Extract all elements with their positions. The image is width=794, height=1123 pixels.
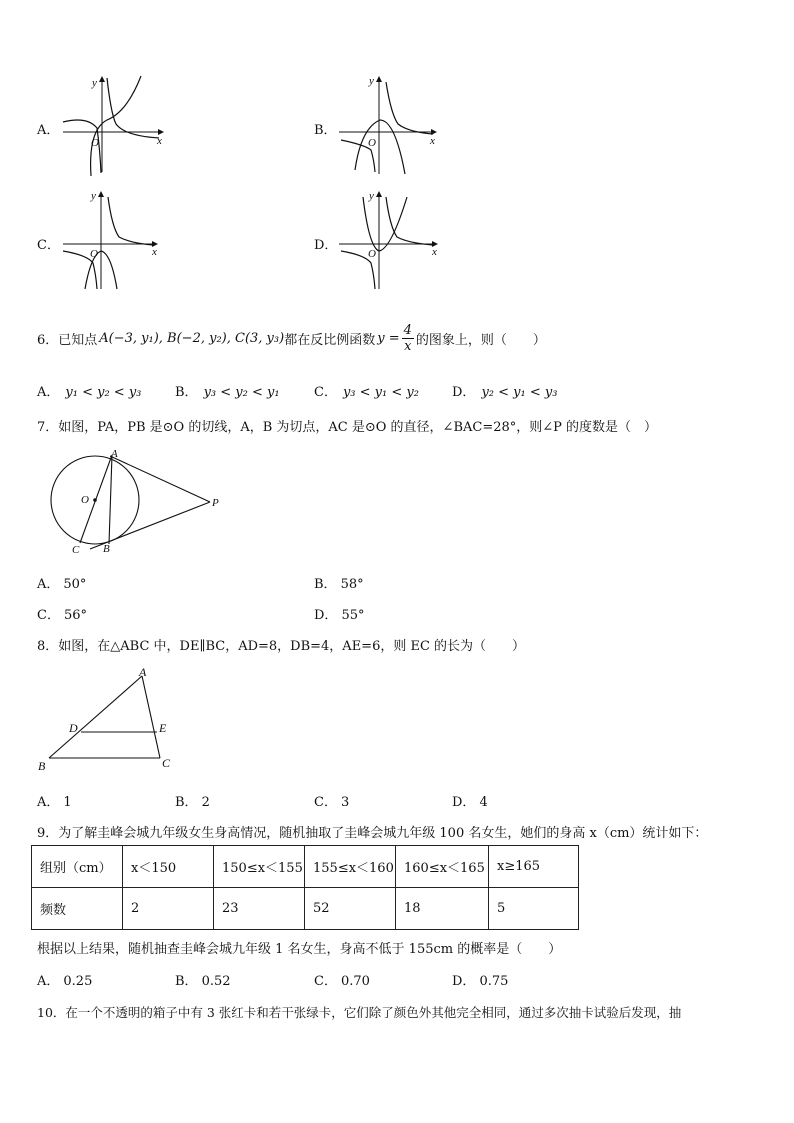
q9-option-d <box>452 970 508 989</box>
q8-option-d <box>452 791 488 810</box>
q5-option-a-letter: A． <box>37 123 60 138</box>
q6-option-c-text: y₃ < y₁ < y₂ <box>342 385 419 400</box>
q8-label-e: E <box>159 721 167 735</box>
q7-option-b-letter: B． <box>314 577 337 592</box>
q6-stem <box>37 322 546 354</box>
q7-option-a-text: 50° <box>63 577 87 592</box>
q6-points: A(−3, y₁), B(−2, y₂), C(3, y₃) <box>99 330 285 346</box>
q8-option-d-text: 4 <box>479 795 488 810</box>
q6-option-d-text: y₂ < y₁ < y₃ <box>481 385 558 400</box>
table-cell: 18 <box>396 888 489 930</box>
q5c-x-label: x <box>152 246 157 258</box>
q9-stem: 9．为了解圭峰会城九年级女生身高情况，随机抽取了圭峰会城九年级 100 名女生，她们的身高 x（cm）统计如下： <box>37 826 708 841</box>
q8-option-b <box>175 791 210 810</box>
table-header-cell: 155≤x＜160 <box>305 846 396 888</box>
q8-option-d-letter: D． <box>452 795 476 810</box>
q7-option-b <box>314 573 364 592</box>
table-header-cell: x＜150 <box>123 846 214 888</box>
q9-option-a-text: 0.25 <box>63 974 93 989</box>
q9-question: 根据以上结果，随机抽查圭峰会城九年级 1 名女生，身高不低于 155cm 的概率是（ ） <box>37 942 562 957</box>
q9-option-b-text: 0.52 <box>201 974 231 989</box>
q7-option-d <box>314 604 364 623</box>
q6-option-a <box>37 381 141 400</box>
q8-option-b-letter: B． <box>175 795 198 810</box>
q6-stem-pre: 6．已知点 <box>37 332 98 348</box>
q5d-origin-label: O <box>368 248 376 260</box>
q9-option-d-letter: D． <box>452 974 476 989</box>
q8-label-a: A <box>139 665 147 679</box>
q6-option-b-text: y₃ < y₂ < y₁ <box>203 385 280 400</box>
q5b-y-label: y <box>369 75 374 87</box>
q6-fraction <box>402 323 414 354</box>
q9-option-c <box>314 970 370 989</box>
table-row <box>32 888 579 930</box>
q5-option-b-letter: B． <box>314 123 337 138</box>
q5d-x-label: x <box>432 246 437 258</box>
q5-graph-b <box>333 70 448 178</box>
q9-option-c-letter: C． <box>314 974 337 989</box>
q9-option-a <box>37 970 92 989</box>
q6-option-a-text: y₁ < y₂ < y₃ <box>65 385 142 400</box>
q9-option-b <box>175 970 231 989</box>
q7-label-o: O <box>81 494 89 506</box>
table-cell: 23 <box>214 888 305 930</box>
q8-label-c: C <box>162 756 171 770</box>
q9-option-d-text: 0.75 <box>479 974 509 989</box>
q5b-origin-label: O <box>368 137 376 149</box>
table-header-cell: x≥165 <box>489 846 579 888</box>
q7-label-a: A <box>111 448 118 460</box>
table-row <box>32 846 579 888</box>
q5d-y-label: y <box>369 190 374 202</box>
q7-option-b-text: 58° <box>340 577 364 592</box>
table-cell: 频数 <box>32 888 123 930</box>
q5a-y-label: y <box>92 77 97 89</box>
table-cell: 52 <box>305 888 396 930</box>
q7-option-d-text: 55° <box>341 608 365 623</box>
q7-option-a <box>37 573 86 592</box>
q8-option-c-text: 3 <box>340 795 350 810</box>
q7-label-c: C <box>72 544 80 556</box>
q5-graph-d <box>333 185 448 293</box>
q5c-y-label: y <box>91 190 96 202</box>
q5-graph-c <box>55 185 170 293</box>
q8-stem: 8．如图，在△ABC 中，DE∥BC，AD=8，DB=4，AE=6，则 EC 的长为（ ） <box>37 639 526 654</box>
q7-label-b: B <box>103 543 110 555</box>
q6-func-denominator: x <box>404 338 412 354</box>
q7-option-c-text: 56° <box>63 608 87 623</box>
q6-stem-mid: 都在反比例函数 <box>284 332 376 348</box>
table-header-cell: 150≤x＜155 <box>214 846 305 888</box>
q9-frequency-table <box>31 845 579 930</box>
q7-option-d-letter: D． <box>314 608 338 623</box>
q7-option-c <box>37 604 87 623</box>
q5-option-c-letter: C． <box>37 238 60 253</box>
q5b-x-label: x <box>430 135 435 147</box>
q8-option-a <box>37 791 72 810</box>
table-header-cell: 组别（cm） <box>32 846 123 888</box>
q6-option-a-letter: A． <box>37 385 60 400</box>
q6-option-c <box>314 381 419 400</box>
q8-label-b: B <box>38 759 46 773</box>
q7-option-c-letter: C． <box>37 608 60 623</box>
q6-option-d-letter: D． <box>452 385 476 400</box>
q8-option-a-text: 1 <box>63 795 72 810</box>
q6-stem-post: 的图象上，则（ ） <box>415 332 546 348</box>
q8-triangle-diagram <box>35 662 185 777</box>
q10-stem: 10．在一个不透明的箱子中有 3 张红卡和若干张绿卡，它们除了颜色外其他完全相同，通过多次抽卡试验后发现，抽 <box>37 1005 682 1020</box>
table-cell: 5 <box>489 888 579 930</box>
q5-graph-a <box>55 70 170 178</box>
q7-tangent-diagram <box>40 445 230 560</box>
q5a-origin-label: O <box>91 137 99 149</box>
q6-option-c-letter: C． <box>314 385 337 400</box>
q5c-origin-label: O <box>90 248 98 260</box>
q6-func-numerator: 4 <box>403 322 412 338</box>
q8-option-c-letter: C． <box>314 795 337 810</box>
table-header-cell: 160≤x＜165 <box>396 846 489 888</box>
q9-option-c-text: 0.70 <box>340 974 370 989</box>
q8-option-a-letter: A． <box>37 795 60 810</box>
q5a-x-label: x <box>157 135 162 147</box>
q9-option-b-letter: B． <box>175 974 198 989</box>
q5-option-d-letter: D． <box>314 238 338 253</box>
q8-option-c <box>314 791 349 810</box>
q8-label-d: D <box>69 721 78 735</box>
q6-option-d <box>452 381 557 400</box>
q6-func-y: y = <box>377 330 400 346</box>
table-cell: 2 <box>123 888 214 930</box>
q8-option-b-text: 2 <box>201 795 210 810</box>
q7-option-a-letter: A． <box>37 577 60 592</box>
q7-label-p: P <box>212 497 219 509</box>
q6-option-b-letter: B． <box>175 385 198 400</box>
q6-option-b <box>175 381 280 400</box>
q9-option-a-letter: A． <box>37 974 60 989</box>
q7-stem: 7．如图，PA，PB 是⊙O 的切线，A，B 为切点，AC 是⊙O 的直径，∠BAC=28°，则∠P 的度数是（ ） <box>37 420 658 435</box>
